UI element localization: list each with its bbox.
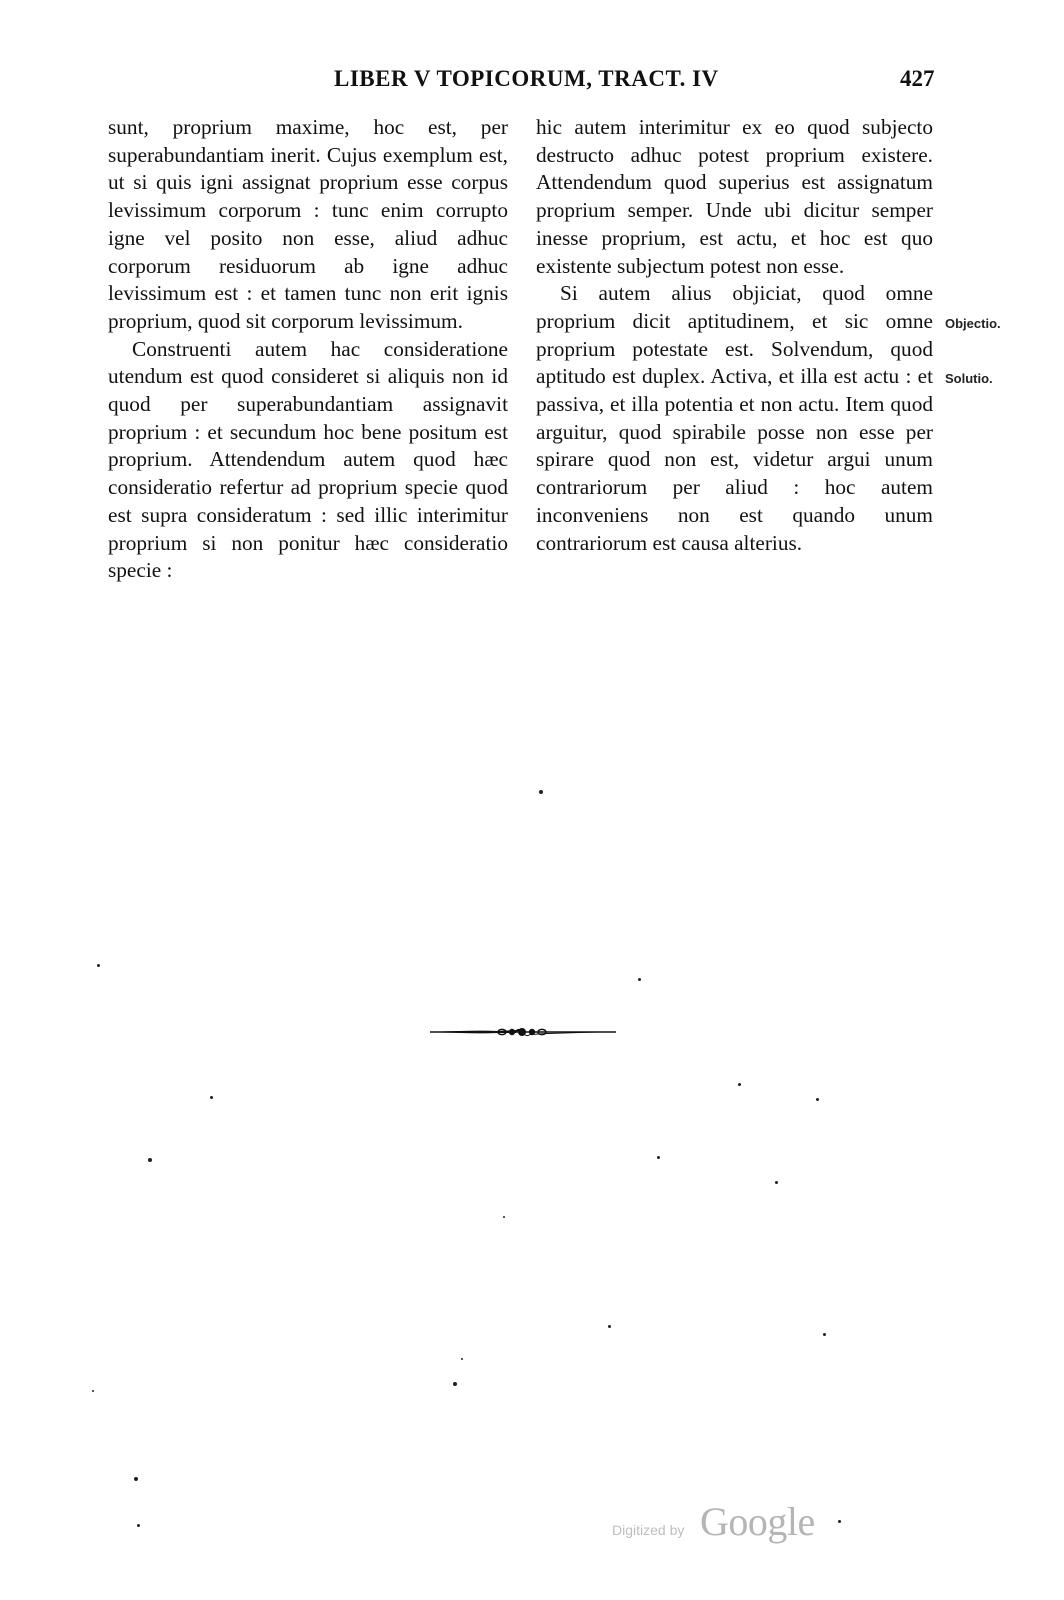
paragraph: Si autem alius objiciat, quod omne proprium dicit aptitudinem, et sic omne proprium potestate est. Solvendum, quod aptitudo est duplex. Activa, et illa est actu : et passiva, et illa potentia et non actu. Item quod arguitur, quod spirabile posse non esse per spirare quod non est, videtur argui unum contrariorum per aliud : hoc autem inconveniens non est quando unum contrariorum est causa alterius. xyxy=(536,281,933,555)
running-title: LIBER V TOPICORUM, TRACT. IV xyxy=(334,66,719,91)
digitized-watermark xyxy=(612,1497,872,1547)
ink-speck xyxy=(134,1477,138,1481)
ink-speck xyxy=(97,964,100,967)
text-column-left xyxy=(108,114,508,585)
brand-logo: Google xyxy=(700,1499,815,1544)
ink-speck xyxy=(657,1156,660,1159)
margin-note-objectio: Objectio. xyxy=(945,316,1001,331)
text-column-right xyxy=(536,114,933,557)
ink-speck xyxy=(148,1158,152,1162)
ink-speck xyxy=(608,1325,611,1328)
ink-speck xyxy=(137,1524,140,1527)
ink-speck xyxy=(638,978,641,981)
ink-speck xyxy=(92,1390,94,1392)
ink-speck xyxy=(539,790,543,794)
paragraph: Construenti autem hac consideratione utendum est quod consideret si aliquis non id quod per superabundantiam assignavit proprium : et secundum hoc bene positum est proprium. Attendendum autem quod hæc consideratio refertur ad proprium specie quod est supra consideratum : sed illic interimitur proprium si non ponitur hæc consideratio specie : xyxy=(108,336,508,583)
digitized-label: Digitized by xyxy=(612,1522,685,1538)
ink-speck xyxy=(775,1181,778,1184)
ink-speck xyxy=(823,1333,826,1336)
ink-speck xyxy=(816,1098,819,1101)
paragraph: sunt, proprium maxime, hoc est, per superabundantiam inerit. Cujus exemplum est, ut si quis igni assignat proprium esse corpus levissimum corporum : tunc enim corrupto igne vel posito non esse, aliud adhuc corporum residuorum ab igne adhuc levissimum est : et tamen tunc non erit ignis proprium, quod sit corporum levissimum. xyxy=(108,115,508,333)
margin-note-solutio: Solutio. xyxy=(945,371,993,386)
end-ornament-icon xyxy=(428,1022,618,1042)
page-number: 427 xyxy=(900,66,935,91)
ink-speck xyxy=(503,1216,505,1218)
ink-speck xyxy=(210,1096,213,1099)
ink-speck xyxy=(738,1083,741,1086)
paragraph: hic autem interimitur ex eo quod subjecto destructo adhuc potest proprium existere. Attendendum quod superius est assignatum proprium semper. Unde ubi dicitur semper inesse proprium, est actu, et hoc est quo existente subjectum potest non esse. xyxy=(536,115,933,278)
ink-speck xyxy=(453,1382,457,1386)
running-header xyxy=(0,66,1064,100)
ink-speck xyxy=(461,1358,463,1360)
